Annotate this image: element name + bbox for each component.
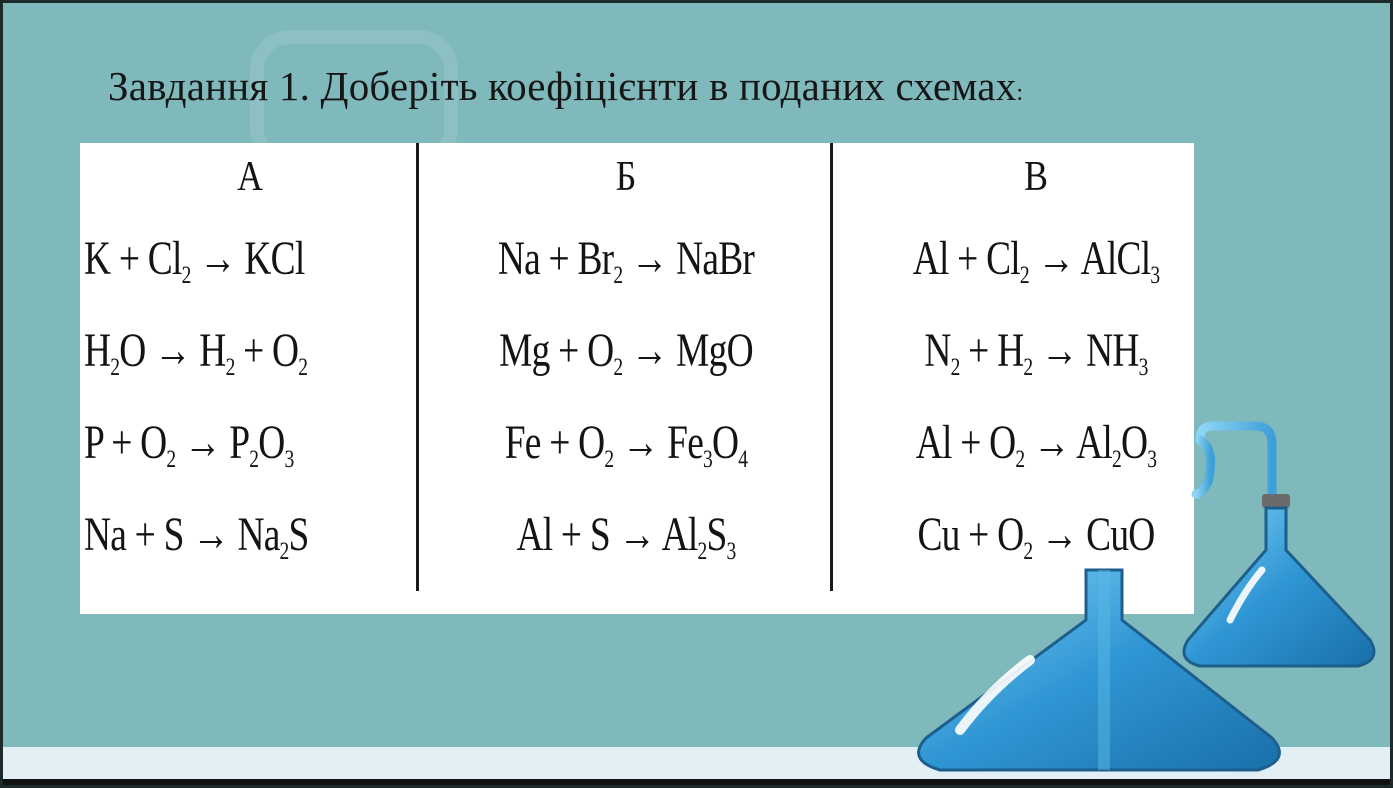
task-title-colon: :	[1016, 80, 1024, 106]
column-header-c: В	[1024, 154, 1048, 200]
task-title	[108, 62, 1023, 110]
column-header-a: А	[237, 154, 263, 200]
equation-c2: $N_2 + H_2 \to NH_3$	[924, 324, 1148, 381]
equation-c4: $Cu + O_2$ → CuO	[917, 508, 1155, 565]
task-title-text: Завдання 1. Доберіть коефіцієнти в поданих схемах	[108, 63, 1017, 109]
equation-a2: $H_2O \to H_2 + O_2$	[84, 324, 308, 381]
equation-b1: $Na + Br_2$ → NaBr	[497, 232, 755, 289]
column-a	[80, 143, 420, 614]
column-divider-2	[830, 143, 833, 591]
equation-a3: $P + O_2 \to P_2O_3$	[84, 416, 294, 473]
equation-b2: $Mg + O_2$ → MgO	[499, 324, 753, 381]
column-b	[420, 143, 832, 614]
equation-b4: $Al + S \to Al_2S_3$	[516, 508, 736, 565]
column-divider-1	[416, 143, 419, 591]
equation-b3: $Fe + O_2 \to Fe_3O_4$	[504, 416, 748, 473]
equation-c3: $Al + O_2 \to Al_2O_3$	[915, 416, 1157, 473]
equation-c1: $Al + Cl_2$ → AlCl$_3$	[912, 232, 1160, 289]
laboratory-flasks-icon	[900, 420, 1393, 788]
equation-a4: $Na + S \to Na_2S$	[84, 508, 309, 565]
column-header-b: Б	[615, 154, 637, 200]
equation-a1: $K + Cl_2$ → KCl	[84, 232, 305, 289]
